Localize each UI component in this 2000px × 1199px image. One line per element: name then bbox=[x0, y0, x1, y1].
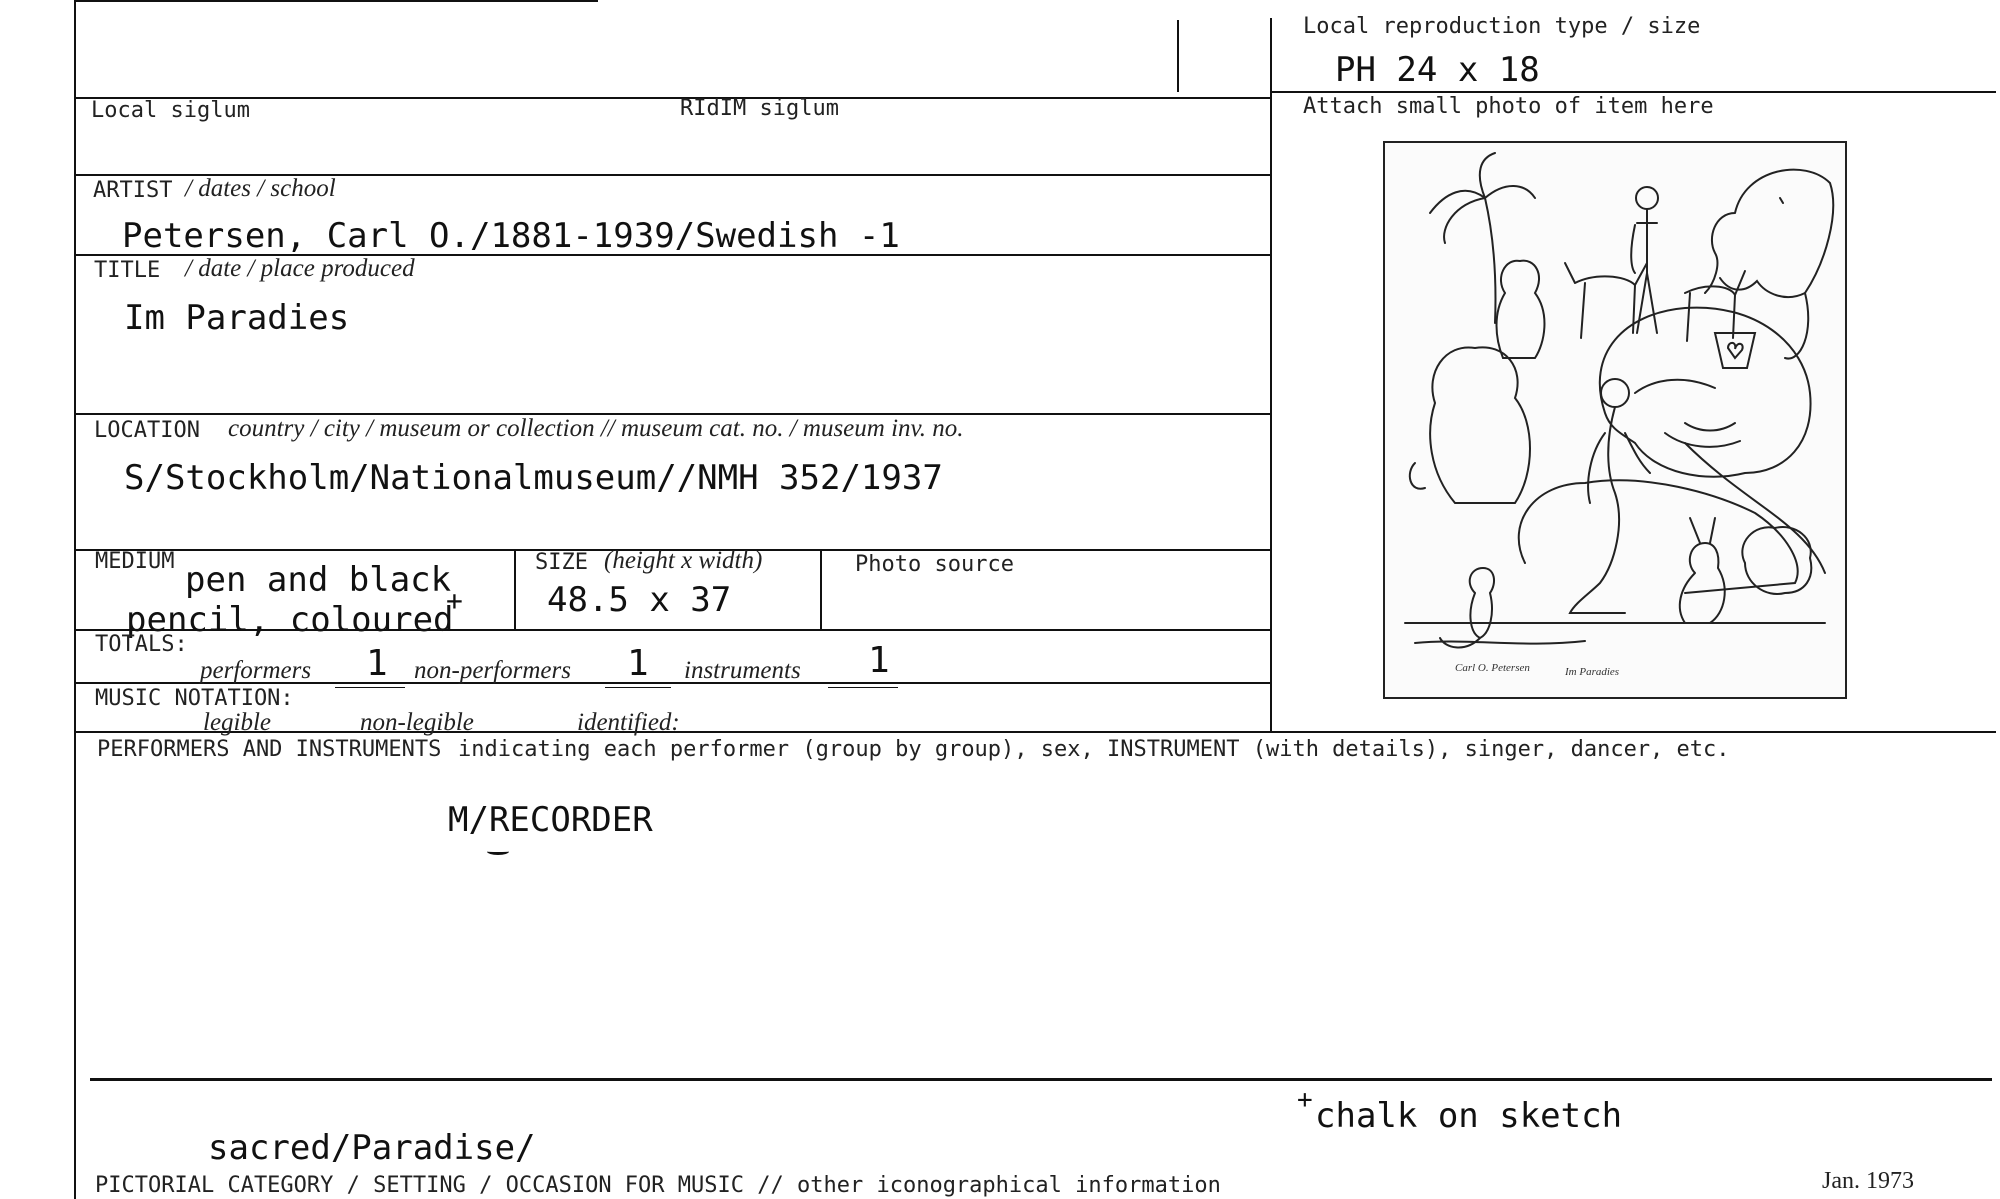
non-performers-label: non-performers bbox=[414, 657, 571, 684]
sketch-illustration bbox=[1385, 143, 1845, 697]
local-repro-value: PH 24 x 18 bbox=[1335, 50, 1540, 90]
medium-value-line2: pencil, coloured bbox=[126, 600, 454, 640]
artist-label: ARTIST bbox=[93, 178, 173, 203]
location-value: S/Stockholm/Nationalmuseum//NMH 352/1937 bbox=[124, 458, 943, 498]
medium-plus: + bbox=[446, 584, 463, 617]
rule-repro bbox=[1272, 91, 1996, 93]
date-stamp: Jan. 1973 bbox=[1822, 1168, 1914, 1194]
left-border bbox=[74, 0, 76, 1199]
title-label: TITLE bbox=[94, 258, 161, 283]
local-siglum-label: Local siglum bbox=[91, 98, 250, 123]
medium-value-line1: pen and black bbox=[185, 560, 452, 600]
instruments-label: instruments bbox=[684, 657, 801, 684]
medium-label: MEDIUM bbox=[95, 549, 175, 574]
palm-tree-icon bbox=[1430, 153, 1535, 323]
title-value: Im Paradies bbox=[124, 298, 350, 338]
non-performers-value: 1 bbox=[627, 643, 649, 684]
divider-size-left bbox=[514, 549, 516, 631]
artist-sub-label: / dates / school bbox=[185, 175, 336, 202]
photo-source-label: Photo source bbox=[855, 552, 1014, 577]
rule-siglum bbox=[74, 97, 1270, 99]
performers-value: 1 bbox=[366, 643, 388, 684]
pictorial-value: sacred/Paradise/ bbox=[208, 1128, 536, 1168]
basket-icon bbox=[1715, 333, 1755, 368]
large-bear-icon bbox=[1410, 347, 1530, 503]
music-notation-label: MUSIC NOTATION: bbox=[95, 686, 294, 711]
photo-label: Attach small photo of item here bbox=[1303, 94, 1714, 119]
location-label: LOCATION bbox=[94, 418, 200, 443]
instruments-blank bbox=[828, 687, 898, 688]
performers-blank bbox=[335, 687, 405, 688]
size-sub-label: (height x width) bbox=[604, 547, 763, 574]
note-text: chalk on sketch bbox=[1315, 1096, 1623, 1136]
handwritten-underline-mark bbox=[487, 848, 509, 855]
non-performers-blank bbox=[605, 687, 671, 688]
attached-photo bbox=[1383, 141, 1847, 699]
bear-icon bbox=[1497, 261, 1545, 358]
totals-label: TOTALS: bbox=[95, 632, 188, 657]
divider-size-right bbox=[820, 549, 822, 631]
standing-figure-icon bbox=[1631, 187, 1658, 333]
identified-label: identified: bbox=[577, 709, 680, 736]
size-label: SIZE bbox=[535, 550, 588, 575]
local-repro-label: Local reproduction type / size bbox=[1303, 14, 1701, 39]
photo-caption: Im Paradies bbox=[1565, 666, 1620, 678]
performers-section-sub-label: indicating each performer (group by group), sex, INSTRUMENT (with details), singer, dancer, etc. bbox=[458, 737, 1730, 762]
divider-upper-short bbox=[1177, 20, 1179, 92]
location-sub-label: country / city / museum or collection // museum cat. no. / museum inv. no. bbox=[228, 415, 964, 442]
mouse-icon bbox=[1440, 568, 1494, 647]
pictorial-label: PICTORIAL CATEGORY / SETTING / OCCASION FOR MUSIC // other iconographical information bbox=[95, 1173, 1221, 1198]
ridim-siglum-label: RIdIM siglum bbox=[680, 96, 839, 121]
top-rule bbox=[74, 0, 598, 2]
deer-icon bbox=[1565, 263, 1745, 341]
performers-value-text: M/RECORDER bbox=[448, 800, 653, 840]
divider-main bbox=[1270, 18, 1272, 733]
rabbit-icon bbox=[1680, 518, 1725, 623]
lion-icon bbox=[1519, 308, 1825, 593]
title-sub-label: / date / place produced bbox=[185, 255, 415, 282]
woman-figure-icon bbox=[1570, 379, 1650, 613]
elephant-icon bbox=[1705, 170, 1833, 359]
non-legible-label: non-legible bbox=[360, 709, 474, 736]
note-plus: + bbox=[1297, 1085, 1313, 1115]
legible-label: legible bbox=[203, 709, 272, 736]
photo-signature: Carl O. Petersen bbox=[1455, 662, 1530, 674]
rule-footer bbox=[90, 1078, 1992, 1081]
size-value: 48.5 x 37 bbox=[547, 580, 732, 620]
artist-value: Petersen, Carl O./1881-1939/Swedish -1 bbox=[122, 216, 900, 256]
performers-section-label: PERFORMERS AND INSTRUMENTS bbox=[97, 737, 442, 762]
instruments-value: 1 bbox=[868, 640, 890, 681]
performers-label: performers bbox=[200, 657, 312, 684]
